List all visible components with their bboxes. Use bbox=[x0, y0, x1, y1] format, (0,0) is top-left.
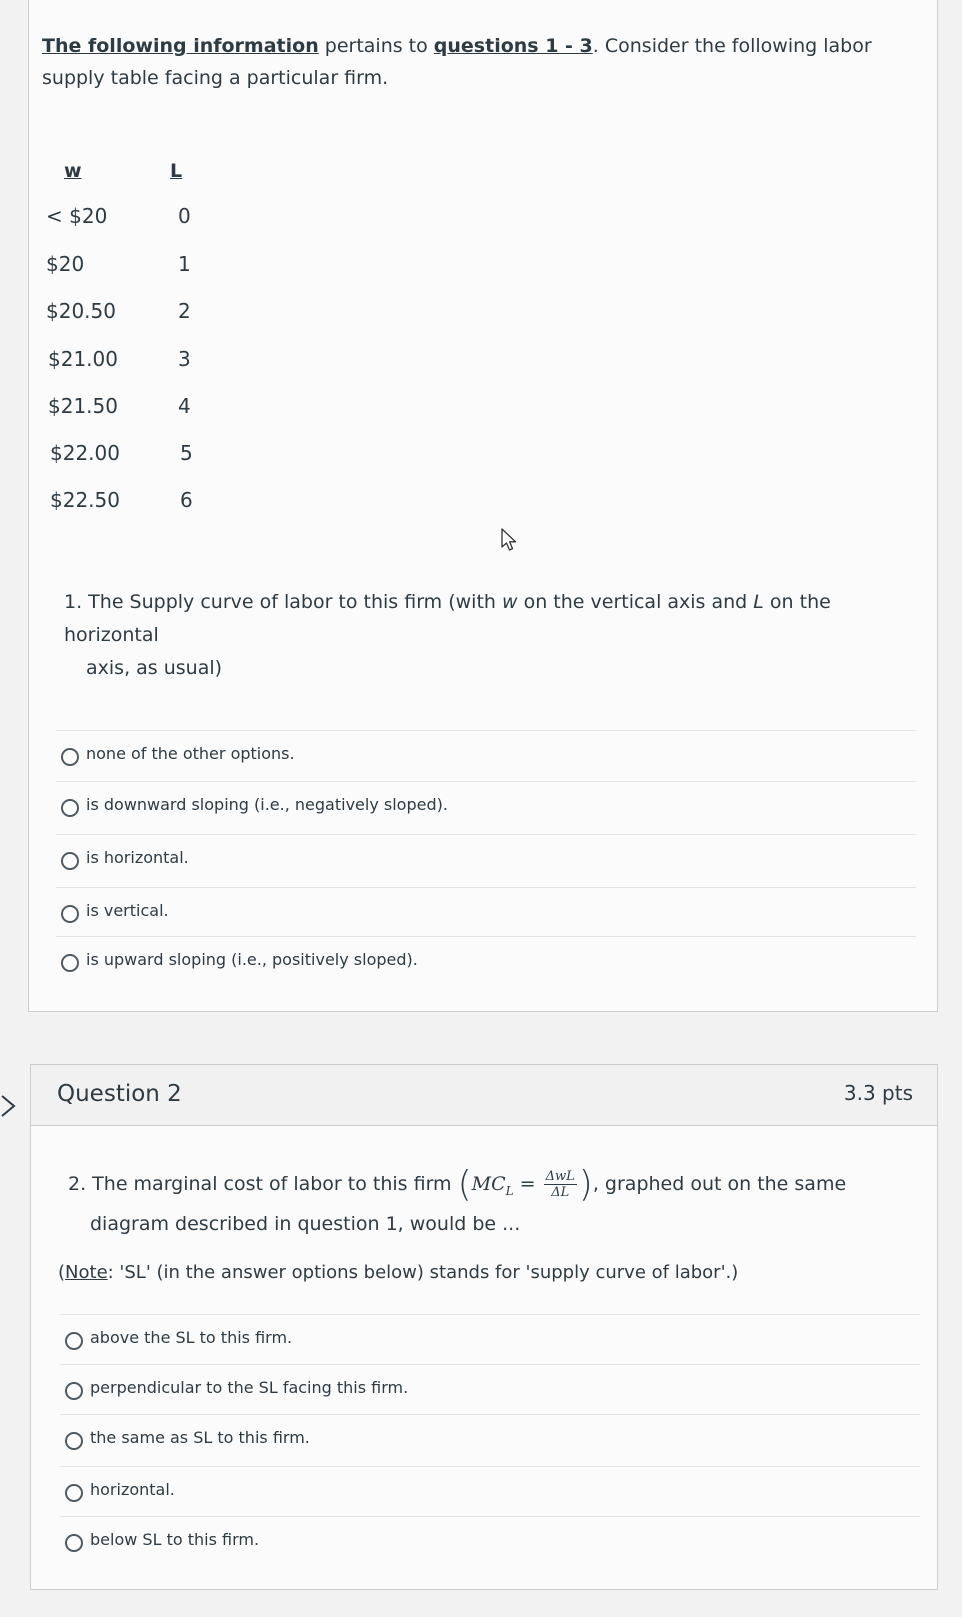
q2-text-a: 2. The marginal cost of labor to this firm bbox=[68, 1173, 452, 1195]
radio-button[interactable] bbox=[61, 799, 79, 817]
radio-button[interactable] bbox=[61, 852, 79, 870]
q1-var-l: L bbox=[753, 591, 764, 613]
chevron-right-icon[interactable] bbox=[0, 1093, 20, 1119]
answer-option[interactable] bbox=[60, 1516, 920, 1566]
table-cell-w: $21.00 bbox=[48, 347, 118, 371]
table-cell-l: 1 bbox=[178, 252, 191, 276]
answer-option-label: below SL to this firm. bbox=[90, 1530, 260, 1549]
q2-text-b: , graphed out on the same bbox=[592, 1173, 847, 1195]
radio-button[interactable] bbox=[65, 1382, 83, 1400]
table-cell-w: $22.50 bbox=[50, 488, 120, 512]
answer-option[interactable] bbox=[56, 781, 916, 831]
q2-text-c: diagram described in question 1, would be ... bbox=[90, 1212, 521, 1235]
table-header-l: L bbox=[170, 160, 183, 182]
table-cell-l: 6 bbox=[180, 488, 193, 512]
table-cell-w: $20.50 bbox=[46, 299, 116, 323]
question-2-note bbox=[58, 1262, 738, 1283]
answer-option[interactable] bbox=[60, 1314, 920, 1364]
mouse-pointer-icon bbox=[500, 528, 518, 552]
q1-text-d: axis, as usual) bbox=[86, 657, 223, 679]
question-2-header bbox=[31, 1065, 937, 1126]
table-header-w: w bbox=[64, 160, 82, 182]
answer-option-label: is downward sloping (i.e., negatively sloped). bbox=[86, 795, 448, 814]
intro-link-info[interactable]: The following information bbox=[42, 35, 319, 57]
table-cell-l: 3 bbox=[178, 347, 191, 371]
table-cell-w: $22.00 bbox=[50, 441, 120, 465]
radio-button[interactable] bbox=[61, 748, 79, 766]
fraction-denominator: ΔL bbox=[551, 1185, 570, 1200]
note-paren: ( bbox=[58, 1262, 66, 1283]
answer-option-label: above the SL to this firm. bbox=[90, 1328, 293, 1347]
question-1-text bbox=[64, 586, 924, 685]
q1-var-w: w bbox=[502, 591, 518, 613]
answer-option[interactable] bbox=[56, 730, 916, 780]
table-cell-w: < $20 bbox=[46, 204, 108, 228]
answer-option[interactable] bbox=[60, 1466, 920, 1516]
question-2-text bbox=[68, 1164, 928, 1241]
answer-option-label: is upward sloping (i.e., positively sloped). bbox=[86, 950, 418, 969]
note-text: : 'SL' (in the answer options below) stands for 'supply curve of labor'.) bbox=[107, 1262, 739, 1283]
q1-text-c: on the horizontal bbox=[64, 591, 831, 646]
table-cell-l: 2 bbox=[178, 299, 191, 323]
paren-close: ) bbox=[578, 1164, 593, 1205]
table-cell-l: 4 bbox=[178, 394, 191, 418]
radio-button[interactable] bbox=[65, 1534, 83, 1552]
answer-option-label: horizontal. bbox=[90, 1480, 175, 1499]
radio-button[interactable] bbox=[65, 1332, 83, 1350]
answer-option[interactable] bbox=[56, 936, 916, 986]
answer-option[interactable] bbox=[56, 887, 916, 937]
table-cell-w: $20 bbox=[46, 252, 85, 276]
table-cell-l: 5 bbox=[180, 441, 193, 465]
note-label: Note bbox=[65, 1262, 108, 1283]
mc-text: MC bbox=[471, 1173, 506, 1195]
answer-option-label: none of the other options. bbox=[86, 744, 295, 763]
answer-option[interactable] bbox=[60, 1414, 920, 1464]
radio-button[interactable] bbox=[65, 1484, 83, 1502]
mc-subscript: L bbox=[505, 1183, 514, 1198]
q1-text-b: on the vertical axis and bbox=[517, 591, 754, 613]
answer-option-label: the same as SL to this firm. bbox=[90, 1428, 310, 1447]
answer-option-label: perpendicular to the SL facing this firm. bbox=[90, 1378, 409, 1397]
fraction bbox=[544, 1169, 577, 1200]
equals-sign: = bbox=[519, 1173, 536, 1195]
intro-text bbox=[42, 30, 922, 94]
radio-button[interactable] bbox=[65, 1432, 83, 1450]
paren-open: ( bbox=[457, 1164, 472, 1205]
intro-rest: . Consider the following labor supply table facing a particular firm. bbox=[42, 35, 872, 89]
q1-text-a: 1. The Supply curve of labor to this firm (with bbox=[64, 591, 502, 613]
table-cell-l: 0 bbox=[178, 204, 191, 228]
table-cell-w: $21.50 bbox=[48, 394, 118, 418]
answer-option[interactable] bbox=[60, 1364, 920, 1414]
radio-button[interactable] bbox=[61, 905, 79, 923]
intro-link-questions[interactable]: questions 1 - 3 bbox=[433, 35, 593, 57]
answer-option-label: is vertical. bbox=[86, 901, 169, 920]
mc-symbol bbox=[471, 1173, 514, 1198]
question-2-points: 3.3 pts bbox=[843, 1081, 913, 1105]
answer-option[interactable] bbox=[56, 834, 916, 884]
fraction-numerator: ΔwL bbox=[545, 1169, 575, 1184]
radio-button[interactable] bbox=[61, 954, 79, 972]
intro-mid: pertains to bbox=[318, 35, 434, 57]
question-2-title: Question 2 bbox=[57, 1081, 182, 1107]
answer-option-label: is horizontal. bbox=[86, 848, 189, 867]
